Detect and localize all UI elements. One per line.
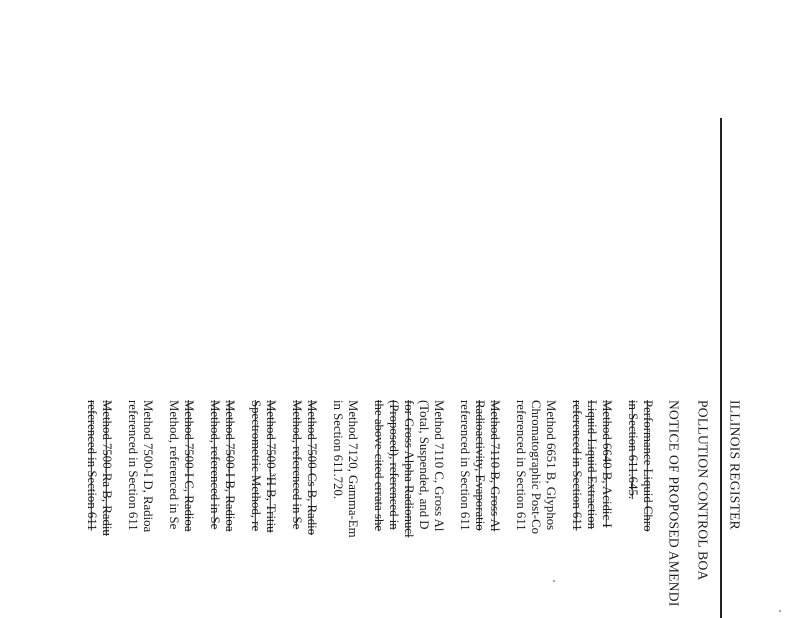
body-line: the above-cited errata she bbox=[371, 400, 386, 532]
body-line: in Section 611.645. bbox=[625, 400, 640, 500]
body-line: Radioactivity, Evaporatio bbox=[472, 400, 487, 531]
body-line: Method 7500-Ra B, Radiu bbox=[99, 400, 114, 536]
body-line: (Proposed), referenced in bbox=[386, 400, 401, 530]
body-line: Liquid-Liquid Extraction bbox=[584, 400, 599, 530]
body-line: referenced in Section 611 bbox=[513, 400, 528, 531]
body-line: Method 7500-³H B, Tritiu bbox=[263, 400, 278, 533]
body-line: Method 6640 B, Acidic I bbox=[599, 400, 614, 528]
body-line: Method 7110 C, Gross Al bbox=[431, 400, 446, 532]
body-line: Method 7110 B, Gross Al bbox=[487, 400, 502, 532]
body-line: (Total, Suspended, and D bbox=[416, 400, 431, 530]
body-line: Chromatographic Post-Co bbox=[528, 400, 543, 534]
body-line: Method, referenced in Se bbox=[289, 400, 304, 530]
body-line: Method 7120, Gamma-Em bbox=[345, 400, 360, 538]
body-line: Method 7500-I C, Radioa bbox=[181, 400, 196, 532]
body-line: Method 6651 B, Glyphos bbox=[543, 400, 558, 531]
body-line: Method 7500-I D, Radioa bbox=[140, 400, 155, 533]
scan-speck bbox=[779, 610, 781, 612]
body-line: Method, referenced in Se bbox=[166, 400, 181, 530]
body-line: for Gross Alpha Radionucl bbox=[401, 400, 416, 538]
body-line: Performance Liquid Chro bbox=[640, 400, 655, 532]
scan-speck bbox=[553, 580, 555, 582]
body-line: referenced in Section 611 bbox=[569, 400, 584, 531]
body-line: Method 7500-Cs B, Radio bbox=[304, 400, 319, 536]
header-rule bbox=[720, 118, 722, 618]
body-line: referenced in Section 611 bbox=[84, 400, 99, 531]
board-title: POLLUTION CONTROL BOA bbox=[695, 400, 711, 581]
body-line: Method, referenced in Se bbox=[207, 400, 222, 530]
body-line: referenced in Section 611 bbox=[457, 400, 472, 531]
notice-title: NOTICE OF PROPOSED AMENDI bbox=[666, 400, 682, 607]
body-line: Method 7500-I B, Radioa bbox=[222, 400, 237, 532]
body-line: referenced in Section 611 bbox=[125, 400, 140, 531]
body-line: Spectrometric Method, re bbox=[248, 400, 263, 532]
body-line: in Section 611.720. bbox=[330, 400, 345, 500]
register-title: ILLINOIS REGISTER bbox=[727, 400, 743, 530]
